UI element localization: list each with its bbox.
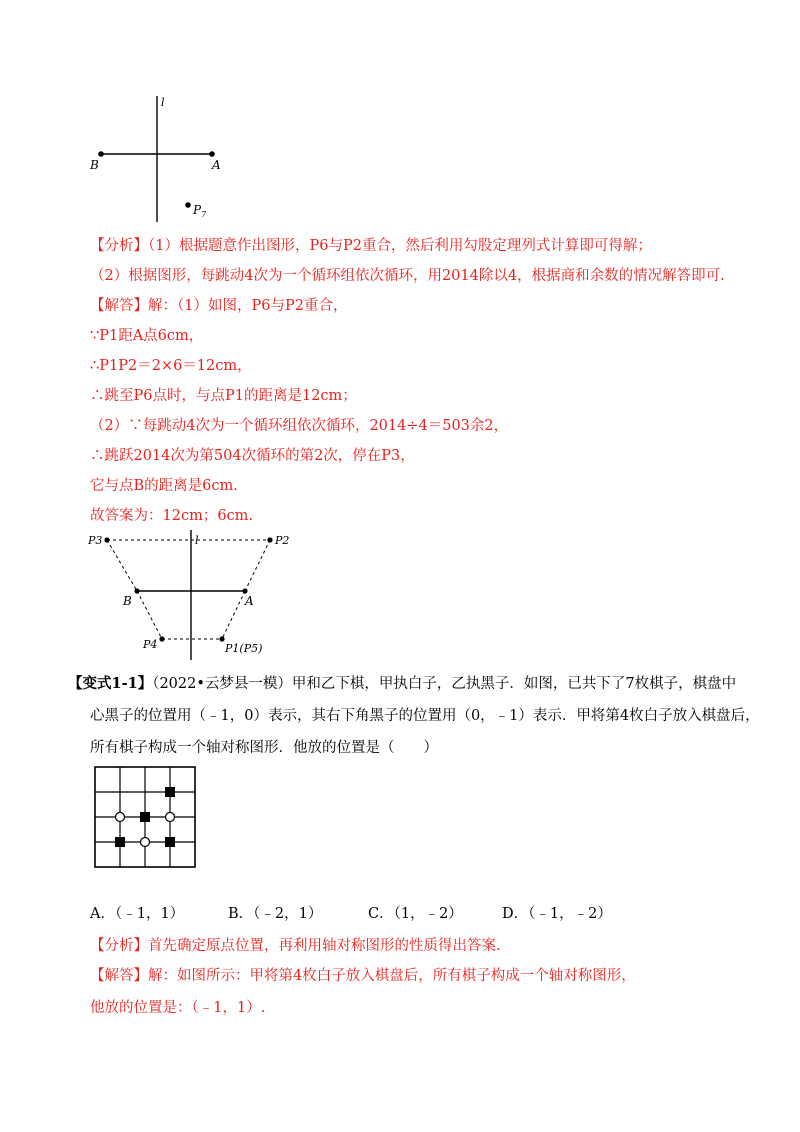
analysis2-tag: 【分析】 (90, 938, 148, 954)
variant-line-2: 心黑子的位置用（﹣1，0）表示，其右下角黑子的位置用（0，﹣1）表示．甲将第4枚白子放入棋盘后， (90, 708, 760, 724)
point-p3 (104, 537, 109, 542)
solution2-tag: 【解答】 (90, 968, 148, 984)
figure-2 (85, 528, 325, 663)
label-p3: P3 (88, 534, 103, 547)
variant-line-1 (68, 672, 736, 693)
analysis-text-1: （1）根据题意作出图形，P6与P2重合，然后利用勾股定理列式计算即可得解； (148, 238, 652, 254)
point-b-2 (134, 588, 139, 593)
solution2-text-1: 解：如图所示：甲将第4枚白子放入棋盘后，所有棋子构成一个轴对称图形， (148, 968, 636, 984)
solution-tag: 【解答】 (90, 298, 148, 314)
label-l: l (161, 96, 165, 109)
point-p7 (185, 202, 191, 208)
white-stone (116, 813, 125, 822)
solution-line-2: ∵P1距A点6cm， (90, 328, 204, 344)
variant-tag: 【变式1-1】 (68, 675, 153, 692)
analysis-line-1 (90, 234, 652, 255)
variant-text-1: （2022•云梦县一模）甲和乙下棋，甲执白子，乙执黑子．如图，已共下了7枚棋子，棋盘中 (152, 676, 737, 692)
solution2-line-1 (90, 964, 636, 985)
label-b: B (90, 158, 99, 172)
point-p1 (219, 636, 224, 641)
dashed-b-p4 (137, 591, 162, 639)
solution-line-6: ∴跳跃2014次为第504次循环的第2次，停在P3， (90, 448, 415, 464)
solution-line-8: 故答案为：12cm；6cm. (90, 508, 254, 524)
black-stone (165, 837, 175, 847)
label-a-2: A (245, 594, 254, 608)
black-stone (165, 787, 175, 797)
option-b: B．（﹣2，1） (228, 906, 323, 922)
label-p1p5: P1(P5) (225, 642, 263, 655)
solution-line-3: ∴P1P2＝2×6＝12cm， (90, 358, 252, 374)
point-a (209, 151, 215, 157)
label-b-2: B (123, 594, 132, 608)
point-a-2 (242, 588, 247, 593)
white-stone (141, 838, 150, 847)
dashed-p3-b (107, 540, 137, 591)
option-c: C．（1，﹣2） (368, 906, 463, 922)
white-stone (166, 813, 175, 822)
analysis2-line (90, 934, 501, 955)
label-p4: P4 (143, 638, 158, 651)
solution-text-1: 解：（1）如图，P6与P2重合， (148, 298, 348, 314)
analysis-tag: 【分析】 (90, 238, 148, 254)
point-p4 (159, 636, 164, 641)
solution-line-5: （2）∵每跳动4次为一个循环组依次循环，2014÷4＝503余2， (90, 418, 509, 434)
label-p7: $P_7$ (193, 203, 207, 219)
option-a: A．（﹣1，1） (90, 906, 185, 922)
point-b (98, 151, 104, 157)
label-a: A (212, 158, 221, 172)
label-p2: P2 (275, 534, 290, 547)
analysis-line-2: （2）根据图形，每跳动4次为一个循环组依次循环，用2014除以4，根据商和余数的情况解答即可. (90, 268, 725, 284)
option-d: D．（﹣1，﹣2） (502, 906, 612, 922)
analysis2-text: 首先确定原点位置，再利用轴对称图形的性质得出答案. (148, 938, 501, 954)
point-p2 (267, 537, 272, 542)
dashed-a-p1 (222, 591, 245, 639)
variant-line-3: 所有棋子构成一个轴对称图形．他放的位置是（ ） (90, 740, 438, 756)
dashed-p2-a (245, 540, 270, 591)
black-stone (140, 812, 150, 822)
go-board (94, 766, 196, 868)
solution2-line-2: 他放的位置是：（﹣1，1）. (90, 1000, 266, 1016)
solution-line-1 (90, 294, 347, 315)
solution-line-4: ∴跳至P6点时，与点P1的距离是12cm； (90, 388, 357, 404)
label-l-2: l (195, 534, 199, 547)
black-stone (115, 837, 125, 847)
solution-line-7: 它与点B的距离是6cm. (90, 478, 238, 494)
figure-1 (85, 90, 225, 225)
